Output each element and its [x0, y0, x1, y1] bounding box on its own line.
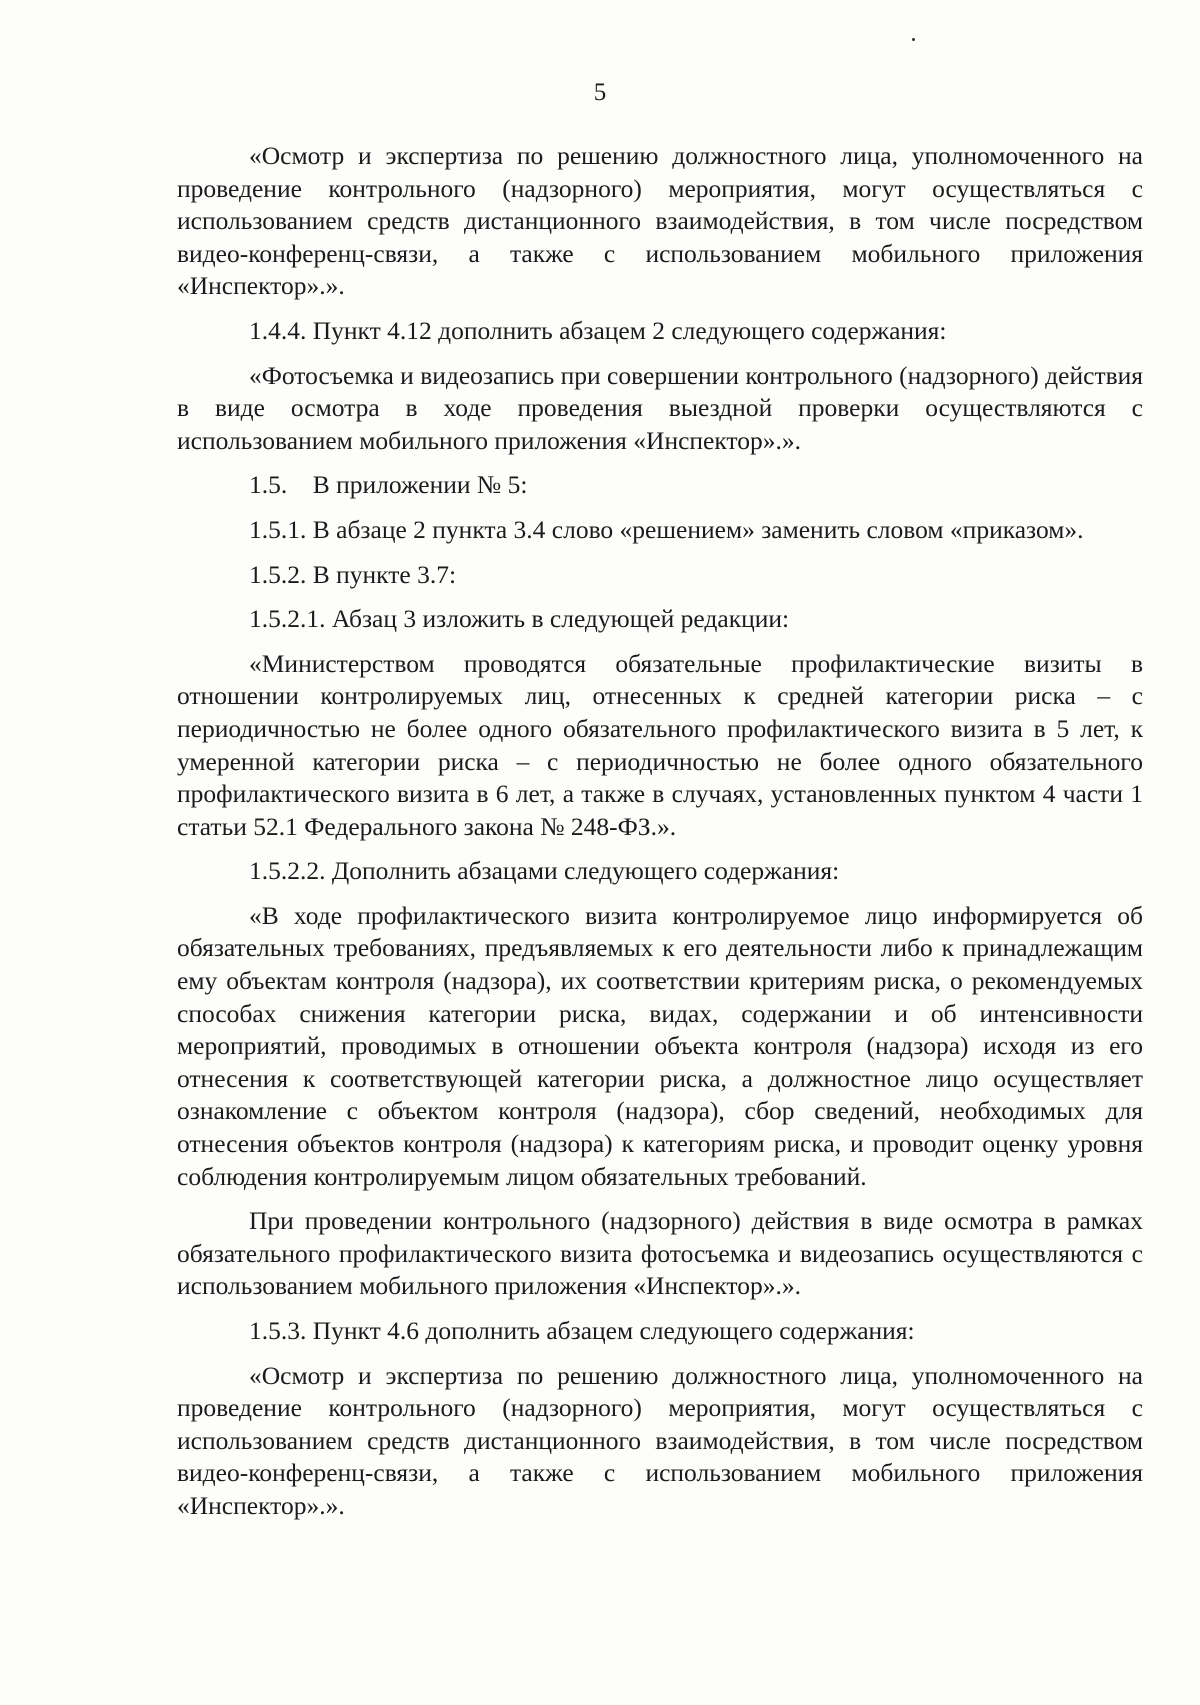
- paragraph-photo-visit: При проведении контрольного (надзорного) действия в виде осмотра в рамках обязательного профилактического визита фотосъемка и видеозапись осуществляются с использованием мобильного приложения «Инспектор».».: [177, 1206, 1143, 1301]
- paragraph-1-5-2-1: 1.5.2.1. Абзац 3 изложить в следующей редакции:: [249, 604, 790, 634]
- paragraph-quote-visit: «В ходе профилактического визита контролируемое лицо информируется об обязательных требованиях, предъявляемых к его деятельности либо к принадлежащим ему объектам контроля (надзора), их соответствии критериям риска, о рекомендуемых способах снижения категории риска, видах, содержании и об интенсивности мероприятий, проводимых в отношении объекта контроля (надзора) исходя из его отнесения к соответствующей категории риска, а должностное лицо осуществляет ознакомление с объектом контроля (надзора), сбор сведений, необходимых для отнесения объектов контроля (надзора) к категориям риска, и проводит оценку уровня соблюдения контролируемым лицом обязательных требований.: [177, 900, 1143, 1191]
- paragraph-1-5: 1.5. В приложении № 5:: [249, 470, 528, 500]
- paragraph-1-5-1: 1.5.1. В абзаце 2 пункта 3.4 слово «решением» заменить словом «приказом».: [249, 514, 1084, 544]
- paragraph-quote-inspection: «Осмотр и экспертиза по решению должностного лица, уполномоченного на проведение контрольного (надзорного) мероприятия, могут осуществляться с использованием средств дистанционного взаимодействия, в том числе посредством видео-конференц-связи, а также с использованием мобильного приложения «Инспектор».».: [177, 141, 1143, 301]
- paragraph-1-5-2-2: 1.5.2.2. Дополнить абзацами следующего содержания:: [249, 856, 840, 886]
- paragraph-quote-inspection-2: «Осмотр и экспертиза по решению должностного лица, уполномоченного на проведение контрольного (надзорного) мероприятия, могут осуществляться с использованием средств дистанционного взаимодействия, в том числе посредством видео-конференц-связи, а также с использованием мобильного приложения «Инспектор».».: [177, 1360, 1143, 1520]
- paragraph-1-4-4: 1.4.4. Пункт 4.12 дополнить абзацем 2 следующего содержания:: [249, 315, 947, 345]
- paragraph-1-5-2: 1.5.2. В пункте 3.7:: [249, 559, 457, 589]
- scan-speck: [912, 38, 915, 41]
- paragraph-quote-photo: «Фотосъемка и видеозапись при совершении контрольного (надзорного) действия в виде осмотра в ходе проведения выездной проверки осуществляются с использованием мобильного приложения «Инспектор».».: [177, 360, 1143, 455]
- page-number: 5: [593, 79, 607, 106]
- document-body: [177, 140, 1143, 1523]
- paragraph-quote-ministry: «Министерством проводятся обязательные профилактические визиты в отношении контролируемых лиц, отнесенных к средней категории риска – с периодичностью не более одного обязательного профилактического визита в 5 лет, к умеренной категории риска – с периодичностью не более одного обязательного профилактического визита в 6 лет, а также в случаях, установленных пунктом 4 части 1 статьи 52.1 Федерального закона № 248-ФЗ.».: [177, 648, 1143, 841]
- paragraph-1-5-3: 1.5.3. Пункт 4.6 дополнить абзацем следующего содержания:: [249, 1316, 915, 1345]
